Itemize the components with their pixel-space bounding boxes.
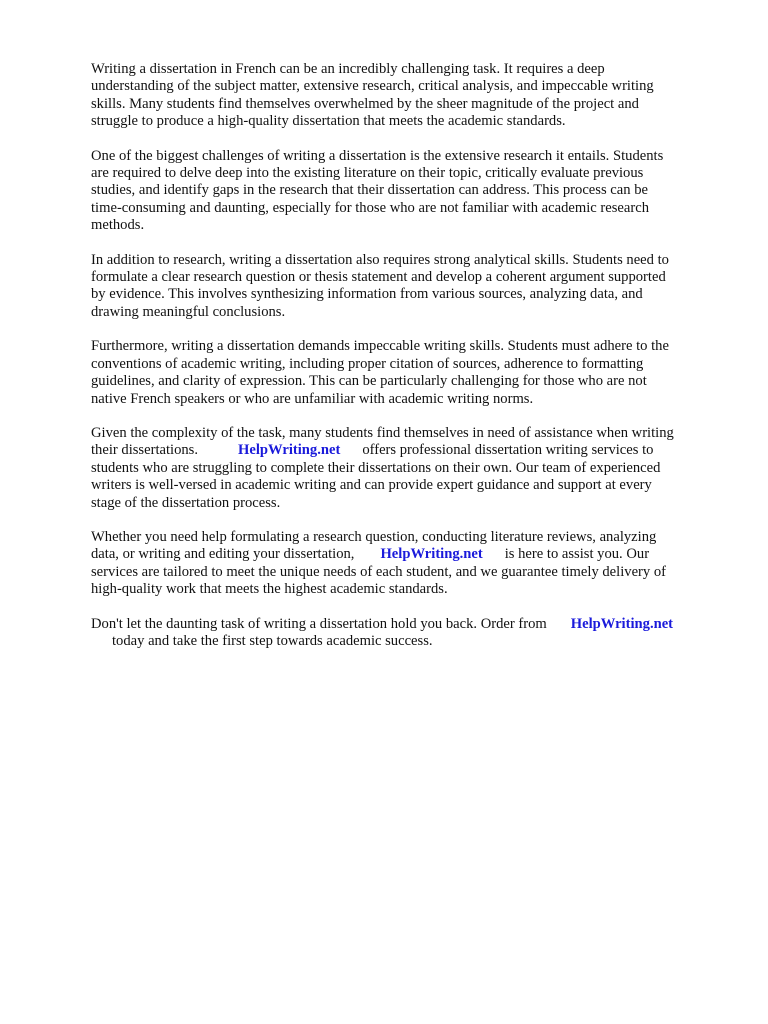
paragraph-services [91,529,721,599]
text-line: native French speakers or who are unfamiliar with academic writing norms. [91,390,534,407]
text-line: stage of the dissertation process. [91,494,281,511]
paragraph-analysis [91,252,721,322]
text-line: are required to delve deep into the existing literature on their topic, critically evaluate previous [91,165,644,182]
document-body [91,61,721,667]
text-segment: Don't let the daunting task of writing a dissertation hold you back. Order from [91,615,547,632]
text-line: One of the biggest challenges of writing a dissertation is the extensive research it entails. Students [91,147,664,164]
paragraph-writing-skills [91,338,721,408]
helpwriting-link[interactable]: HelpWriting.net [570,615,674,632]
text-segment: is here to assist you. Our [504,546,650,563]
text-segment: data, or writing and editing your dissertation, [91,546,355,563]
text-segment: offers professional dissertation writing services to [362,442,654,459]
text-line: high-quality work that meets the highest academic standards. [91,581,448,598]
text-line-with-link [91,616,721,633]
paragraph-intro [91,61,721,131]
text-line-with-link [91,546,721,563]
text-line: methods. [91,217,145,234]
text-line: drawing meaningful conclusions. [91,303,286,320]
paragraph-assistance [91,425,721,512]
paragraph-call-to-action [91,616,721,651]
helpwriting-link[interactable]: HelpWriting.net [238,442,341,459]
text-line: services are tailored to meet the unique needs of each student, and we guarantee timely delivery of [91,563,667,580]
text-line: understanding of the subject matter, extensive research, critical analysis, and impeccable writing [91,78,654,95]
text-line: struggle to produce a high-quality dissertation that meets the academic standards. [91,113,566,130]
helpwriting-link[interactable]: HelpWriting.net [380,546,483,563]
text-line: by evidence. This involves synthesizing information from various sources, analyzing data, and [91,286,643,303]
text-line: writers is well-versed in academic writing and can provide expert guidance and support at every [91,477,652,494]
text-line: Whether you need help formulating a research question, conducting literature reviews, analyzing [91,528,657,545]
text-line: Given the complexity of the task, many students find themselves in need of assistance when writing [91,424,674,441]
text-segment: their dissertations. [91,442,199,459]
paragraph-research [91,148,721,235]
text-line: time-consuming and daunting, especially for those who are not familiar with academic research [91,199,650,216]
text-line: today and take the first step towards academic success. [112,632,433,649]
text-line-with-link [91,442,721,459]
text-line: Furthermore, writing a dissertation demands impeccable writing skills. Students must adhere to the [91,338,669,355]
text-line: In addition to research, writing a dissertation also requires strong analytical skills. Students need to [91,251,669,268]
text-line: Writing a dissertation in French can be an incredibly challenging task. It requires a deep [91,61,605,77]
text-line: skills. Many students find themselves overwhelmed by the sheer magnitude of the project and [91,95,639,112]
text-line: formulate a clear research question or thesis statement and develop a coherent argument supported [91,269,666,286]
text-line: conventions of academic writing, including proper citation of sources, adherence to formatting [91,355,644,372]
text-line: guidelines, and clarity of expression. This can be particularly challenging for those who are not [91,373,647,390]
text-line: studies, and identify gaps in the research that their dissertation can address. This process can be [91,182,648,199]
text-line: students who are struggling to complete their dissertations on their own. Our team of experienced [91,459,661,476]
